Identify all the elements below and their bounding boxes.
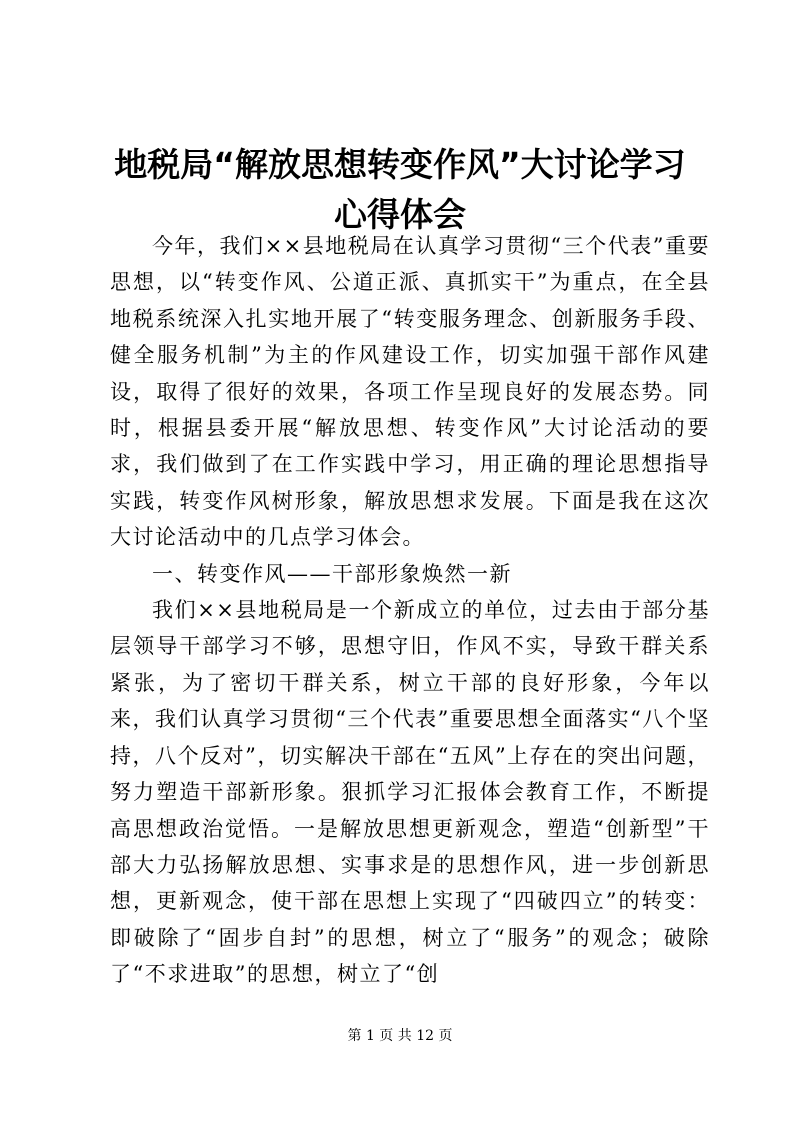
page-footer bbox=[0, 1026, 800, 1046]
document-body bbox=[110, 228, 710, 993]
section-heading: 一、转变作风——干部形象焕然一新 bbox=[152, 561, 512, 586]
paragraph-section-1: 我们××县地税局是一个新成立的单位，过去由于部分基层领导干部学习不够，思想守旧，作风不实，导致干群关系紧张，为了密切干群关系，树立干部的良好形象，今年以来，我们认真学习贯彻“三个代表”重要思想全面落实“八个坚持，八个反对”，切实解决干部在“五风”上存在的突出问题，努力塑造干部新形象。狠抓学习汇报体会教育工作，不断提高思想政治觉悟。一是解放思想更新观念，塑造“创新型”干部大力弘扬解放思想、实事求是的思想作风，进一步创新思想，更新观念，使干部在思想上实现了“四破四立”的转变：即破除了“固步自封”的思想，树立了“服务”的观念；破除了“不求进取”的思想，树立了“创 bbox=[110, 598, 710, 987]
paragraph-intro: 今年，我们××县地税局在认真学习贯彻“三个代表”重要思想，以“转变作风、公道正派、真抓实干”为重点，在全县地税系统深入扎实地开展了“转变服务理念、创新服务手段、健全服务机制”为主的作风建设工作，切实加强干部作风建设，取得了很好的效果，各项工作呈现良好的发展态势。同时，根据县委开展“解放思想、转变作风”大讨论活动的要求，我们做到了在工作实践中学习，用正确的理论思想指导实践，转变作风树形象，解放思想求发展。下面是我在这次大讨论活动中的几点学习体会。 bbox=[110, 234, 710, 550]
document-title: 地税局“解放思想转变作风”大讨论学习心得体会 bbox=[114, 145, 686, 234]
page-number-label: 第 1 页 共 12 页 bbox=[347, 1028, 453, 1044]
